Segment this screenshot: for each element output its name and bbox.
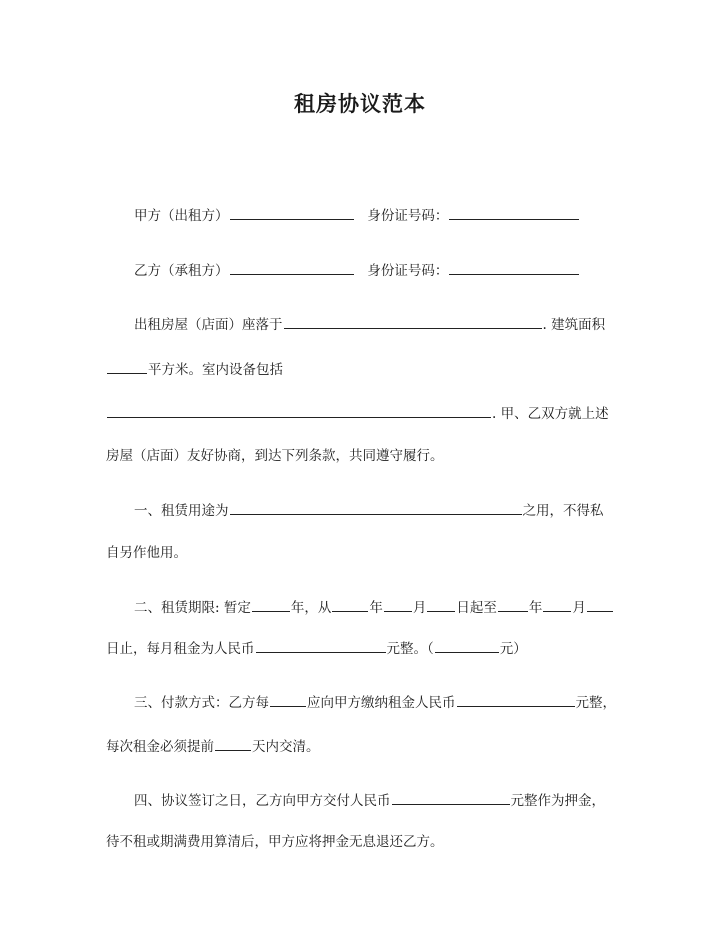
monthly-rent-suffix: 元整。（ [386, 641, 434, 657]
start-year-label: 年 [369, 600, 383, 616]
payment-method-label: 三、付款方式：乙方每 [134, 695, 269, 711]
premises-area-label: . 建筑面积 [542, 317, 606, 333]
monthly-rent-figure-suffix: 元） [499, 641, 527, 657]
payment-advance-suffix: 天内交清。 [252, 739, 320, 755]
payment-advance-label: 每次租金必须提前 [106, 739, 214, 755]
party-b-name-blank[interactable] [230, 260, 354, 275]
clause-1-usage-label: 一、租赁用途为 [134, 503, 229, 519]
clause-2-line-1 [134, 597, 614, 618]
payment-period-blank[interactable] [270, 692, 306, 707]
clause-1-line-2 [106, 543, 187, 563]
deposit-label: 四、协议签订之日，乙方向甲方交付人民币 [134, 793, 391, 809]
party-a-label: 甲方（出租方） [134, 208, 229, 224]
start-year-blank[interactable] [332, 597, 368, 612]
premises-line-2 [106, 359, 283, 380]
clause-3-line-2 [106, 736, 320, 757]
end-month-label: 月 [572, 600, 586, 616]
clause-3-line-1 [134, 692, 616, 713]
clause-4-line-2 [106, 832, 444, 852]
premises-agreement-text: . 甲、乙双方就上述 [492, 406, 609, 422]
year-label: 年，从 [290, 600, 332, 616]
premises-agreement-text-2: 房屋（店面）友好协商，到达下列条款，共同遵守履行。 [106, 448, 444, 464]
term-years-blank[interactable] [252, 597, 290, 612]
end-year-label: 年 [528, 600, 543, 616]
premises-line-4 [106, 446, 444, 466]
party-b-id-blank[interactable] [449, 260, 579, 275]
clause-1-line-1 [134, 500, 604, 521]
premises-line-3 [106, 403, 609, 424]
premises-location-blank[interactable] [284, 314, 542, 329]
payment-amount-suffix: 元整， [575, 695, 616, 711]
end-year-blank[interactable] [498, 597, 528, 612]
clause-1-usage-suffix-2: 自另作他用。 [106, 545, 187, 561]
clause-1-usage-blank[interactable] [230, 500, 522, 515]
clause-1-usage-suffix: 之用，不得私 [522, 503, 604, 519]
clause-4-line-1 [134, 790, 605, 811]
clause-2-line-2 [106, 638, 527, 659]
premises-equipment-label: 平方米。室内设备包括 [148, 362, 283, 378]
party-a-id-label: 身份证号码： [367, 208, 449, 224]
monthly-rent-label: 日止，每月租金为人民币 [106, 641, 255, 657]
start-month-blank[interactable] [384, 597, 412, 612]
monthly-rent-blank[interactable] [256, 638, 386, 653]
document-title: 租房协议范本 [294, 91, 426, 116]
payment-amount-label: 应向甲方缴纳租金人民币 [307, 695, 456, 711]
party-a-name-blank[interactable] [230, 205, 354, 220]
party-a-line [134, 205, 580, 226]
deposit-refund-text: 待不租或期满费用算清后，甲方应将押金无息退还乙方。 [106, 834, 444, 850]
end-day-blank[interactable] [587, 597, 613, 612]
premises-area-blank[interactable] [107, 359, 147, 374]
party-b-id-label: 身份证号码： [367, 263, 449, 279]
clause-2-term-label: 二、租赁期限: 暂定 [134, 600, 251, 616]
premises-location-label: 出租房屋（店面）座落于 [134, 317, 283, 333]
start-day-blank[interactable] [427, 597, 455, 612]
start-day-label: 日起至 [456, 600, 497, 616]
party-b-line [134, 260, 580, 281]
party-b-label: 乙方（承租方） [134, 263, 229, 279]
start-month-label: 月 [412, 600, 427, 616]
deposit-suffix: 元整作为押金， [510, 793, 605, 809]
end-month-blank[interactable] [543, 597, 571, 612]
deposit-amount-blank[interactable] [392, 790, 510, 805]
premises-equipment-blank[interactable] [107, 403, 491, 418]
party-a-id-blank[interactable] [449, 205, 579, 220]
monthly-rent-figure-blank[interactable] [435, 638, 499, 653]
payment-advance-days-blank[interactable] [215, 736, 251, 751]
payment-amount-blank[interactable] [457, 692, 575, 707]
premises-line-1 [134, 314, 605, 335]
